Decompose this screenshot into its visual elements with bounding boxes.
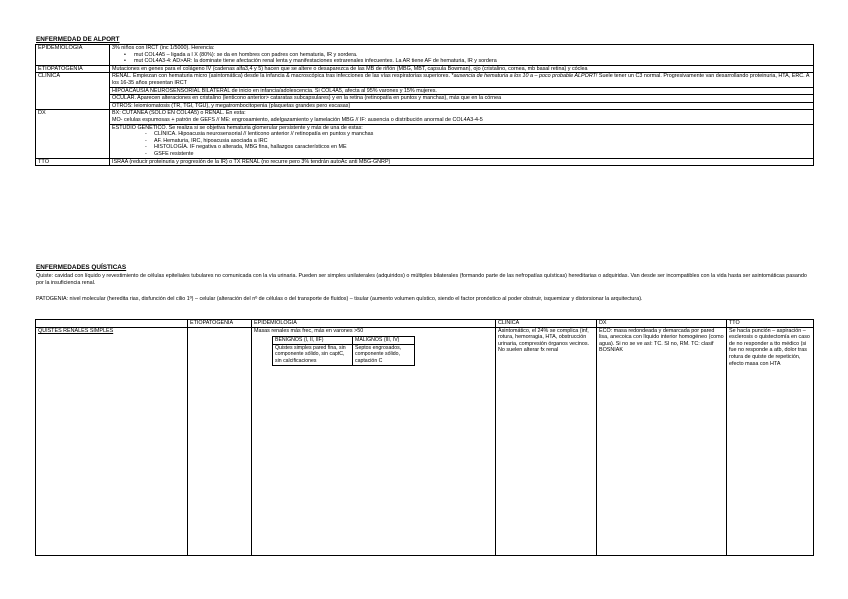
quistes-table bbox=[35, 319, 814, 556]
list-item: - AF. Hematuria, IRC, hipoacusia asociada a IRC bbox=[154, 138, 811, 145]
table-row bbox=[36, 158, 814, 166]
row-label-dx: DX bbox=[36, 110, 110, 158]
row-label-clinica: CLÍNICA bbox=[36, 73, 110, 110]
row-label-epidemiologia: EPIDEMIOLOGÍA bbox=[36, 45, 110, 66]
table-row bbox=[36, 327, 814, 555]
epidemiologia-intro: 3% niños con IRCT (inc 1/5000). Herencia: bbox=[112, 45, 215, 51]
clinica-renal bbox=[110, 73, 814, 87]
table-row bbox=[273, 344, 415, 365]
bosniak-subtable bbox=[272, 336, 415, 365]
table-header-row bbox=[36, 320, 814, 328]
table-row bbox=[36, 124, 814, 158]
dx-biopsia bbox=[110, 110, 814, 124]
malignos-header: MALIGNOS (III, IV) bbox=[353, 337, 415, 345]
column-header: EPIDEMIOLOGIA bbox=[252, 320, 496, 328]
epidemiologia-cell bbox=[110, 45, 814, 66]
renal-text: RENAL. Empiezan con hematuria micro (asintomática) desde la infancia & macroscópica tras infecciones de las vías respiratorias superiores. * bbox=[112, 73, 454, 80]
etiopatogenia-text: Mutaciones en genes para el colágeno IV (cadenas alfa3,4 y 5) hacen que se altere o desaparezca de las MB de riñón (MBG, MBT, capsula Bowman), ojo (cristalino, cornea, mb basal retina) y cóclea bbox=[110, 65, 814, 73]
table-row bbox=[273, 337, 415, 345]
benignos-header: BENIGNOS (I, II, IIF) bbox=[273, 337, 353, 345]
dx-biopsia-line-1: BX: CUTÁNEA (SOLO EN COL4A5) o RENAL. En esta: bbox=[112, 110, 246, 117]
quiste-definition: Quiste: cavidad con líquido y revestimiento de células epiteliales tubulares no comunicada con la vía urinaria. Pueden ser simples unilaterales (adquiridos) o múltiples bilaterales (formando parte de las nefropatías quísticas) hereditarias o adquiridas. Van desde ser incompatibles con la vida hasta ser asintomáticas pasando por la insuficiencia renal. bbox=[36, 273, 807, 286]
herencia-list bbox=[112, 52, 811, 65]
patogenia-paragraph: PATOGENIA: nivel molecular (heredita rias, disfunción del cilio 1º) – celular (alteración del nº de células o del transporte de fluidos) – tisular (aumento volumen quístico, siendo el factor pronóstico al poder obstruir, isquemizar y distorsionar la arquitectura). bbox=[36, 296, 643, 302]
clinica-cell: Asintomático, el 24% se complica (inf, rotura, hemorragia, HTA, obstrucción urinaria, compresión órganos vecinos. No suelen alterar fx renal bbox=[496, 327, 597, 555]
epidemiologia-cell bbox=[252, 327, 496, 555]
table-row bbox=[36, 65, 814, 73]
table-row bbox=[36, 110, 814, 124]
column-header bbox=[36, 320, 188, 328]
table-row bbox=[36, 45, 814, 66]
renal-text-continued: Suele tener un C3 normal. Progresivamente van desarrollando proteinuria, HTA, ERC. A los 16-35 años presentan IRCT bbox=[112, 73, 810, 86]
table-row bbox=[36, 95, 814, 103]
alport-table bbox=[35, 44, 814, 166]
clinica-otros: OTROS: leiomiomatosis (TR, TGI, TGU), y megatrombocitopenia (plaquetas grandes pero escasas) bbox=[110, 102, 814, 110]
renal-italic-note: ausencia de hematuria a los 10 a – poco probable ALPORT! bbox=[453, 73, 598, 80]
epidemiologia-intro: Masas renales más frec, más en varones >50 bbox=[254, 327, 364, 334]
section-title-quisticas: ENFERMEDADES QUÍSTICAS bbox=[36, 264, 127, 271]
table-row bbox=[36, 102, 814, 110]
section-title-alport: ENFERMEDAD DE ALPORT bbox=[36, 36, 120, 43]
list-item: • mut COL4A5 – ligada a l X (80%): se da en hombres con padres con hematuria, IR y sordera. bbox=[134, 52, 811, 59]
column-header: TTO bbox=[727, 320, 814, 328]
tto-text: ISRAA (reducir proteinuria y progresión de la IR) o TX RENAL (no recurre pero 3% tendrán autoAc anti MBG-GNRP) bbox=[110, 158, 814, 166]
column-header: ETIOPATOGENIA bbox=[188, 320, 252, 328]
malignos-text: Septos engrosados, componente sólido, captación C bbox=[353, 344, 415, 365]
column-header: DX bbox=[597, 320, 727, 328]
table-row bbox=[36, 87, 814, 95]
list-item: - HISTOLOGÍA. IF negativa o alterada, MBG fina, hallazgos característicos en ME bbox=[154, 144, 811, 151]
row-label-etiopatogenia: ETIOPATOGENIA bbox=[36, 65, 110, 73]
dx-biopsia-line-2: MO- celulas espumosas + patrón de GEFS // ME: engrosamiento, adelgazamiento y lamelación MBG // IF: ausencia o distribución anormal de COL4A3-4-5 bbox=[112, 116, 483, 123]
clinica-ocular: OCULAR. Aparecen alteraciones en cristalino (lenticono anterior> cataratas subcapsulares) y en la retina (retinopatía en puntos y manchas), más que en la córnea bbox=[110, 95, 814, 103]
dx-genetico-intro: ESTUDIO GENÉTICO. Se realiza si se objetiva hematuria glomerular persistente y más de una de estas: bbox=[112, 124, 363, 131]
list-item: • mut COL4A3-4: AD>AR: la dominate tiene afectación renal lenta y manifestaciones extrarenales infecuentes. La AR tiene AF de hematuria, IR y sordera bbox=[134, 58, 811, 65]
clinica-hipoacusia: HIPOACAUSIA NEUROSENSORIAL BILATERAL de inicio en infancia/adolescencia. Si COL4A5, afecta al 95% varones y 15% mujeres. bbox=[110, 87, 814, 95]
table-row bbox=[36, 73, 814, 87]
list-item: - CLÍNICA. Hipoacusia neurosensorial // lenticono anterior // retinopatía en puntos y manchas bbox=[154, 131, 811, 138]
dx-cell: ECO: masa redondeada y demarcada por pared lisa, anecoica con líquido interior homogéneo (como agua). Si no se ve así: TC. SI no, RM. TC: clasif BOSNIAK bbox=[597, 327, 727, 555]
benignos-text: Quistes simples pared fina, sin componente sólido, sin captC, sin calcificaciones bbox=[273, 344, 353, 365]
dx-genetico bbox=[110, 124, 814, 158]
dx-criteria-list bbox=[112, 131, 811, 157]
etiopatogenia-cell bbox=[188, 327, 252, 555]
list-item: - GSFE resistente bbox=[154, 151, 811, 158]
tto-cell: Se hacía punción – aspiración – esclerosis o quistectomía en caso de no responder a tto médico (si fue no responde a atb, dolor tras rotura de quiste de repetición, efecto masa con HTA bbox=[727, 327, 814, 555]
row-label-tto: TTO bbox=[36, 158, 110, 166]
column-header: CLÍNICA bbox=[496, 320, 597, 328]
row-label-quistes-simples: QUISTES RENALES SIMPLES bbox=[36, 327, 188, 555]
